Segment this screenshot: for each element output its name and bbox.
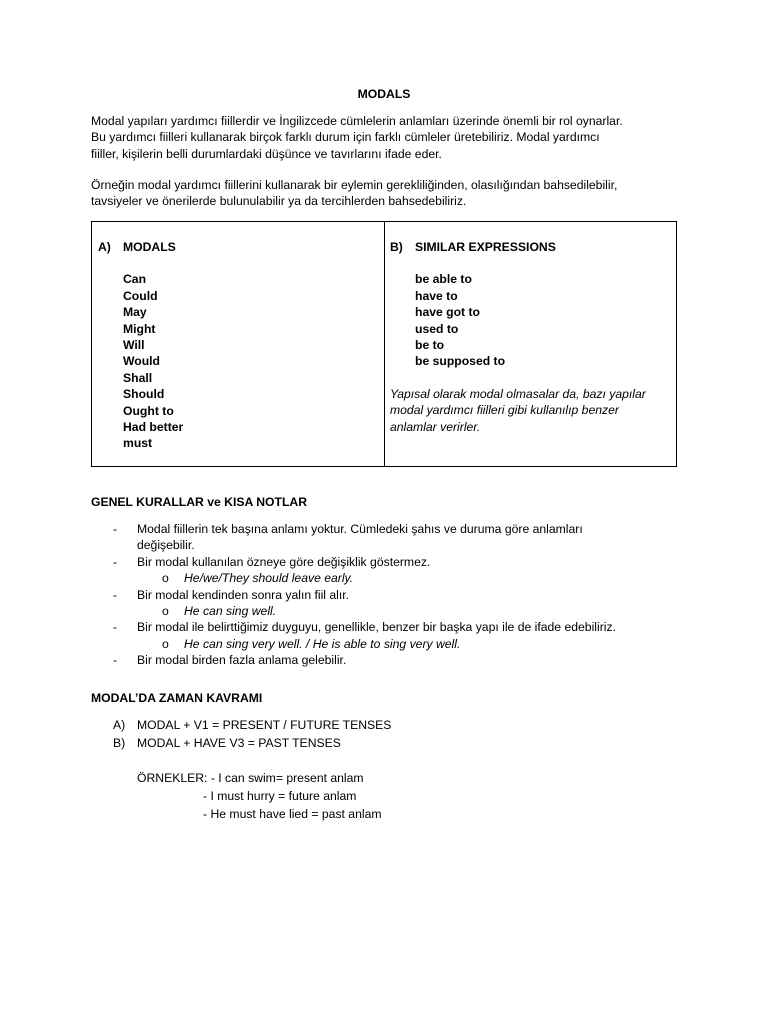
formula-letter: A) (113, 718, 126, 732)
rules-heading: GENEL KURALLAR ve KISA NOTLAR (91, 495, 308, 509)
formula-letter: B) (113, 736, 126, 750)
page-title: MODALS (357, 87, 411, 101)
list-item: be able to (415, 272, 472, 287)
rule-text: değişebilir. (137, 538, 195, 553)
intro-line: fiiller, kişilerin belli durumlardaki düşünce ve tavırlarını ifade eder. (91, 146, 442, 161)
column-heading (98, 239, 378, 255)
rule-text: Bir modal birden fazla anlama gelebilir. (137, 653, 347, 668)
similar-expressions-list (415, 271, 672, 369)
column-title: SIMILAR EXPRESSIONS (415, 240, 556, 254)
example-text: He/we/They should leave early. (184, 571, 354, 586)
list-item: must (123, 436, 153, 451)
list-item: Could (123, 288, 158, 303)
rule-item (91, 521, 711, 554)
dash-bullet: - (113, 522, 118, 536)
dash-bullet: - (113, 554, 118, 569)
dash-bullet: - (113, 653, 118, 668)
circle-bullet: o (162, 604, 169, 619)
note-line: Yapısal olarak modal olmasalar da, bazı yapılar (390, 386, 646, 401)
rule-example (91, 570, 711, 586)
intro-paragraph-2 (91, 177, 691, 210)
example-text: He can sing well. (184, 604, 277, 619)
column-letter: A) (98, 240, 111, 254)
list-item: Might (123, 321, 156, 336)
rules-list (91, 521, 711, 669)
column-letter: B) (390, 240, 403, 254)
formula-list (91, 717, 391, 753)
circle-bullet: o (162, 571, 169, 586)
formula-text: MODAL + V1 = PRESENT / FUTURE TENSES (137, 718, 392, 732)
formula-row (91, 717, 391, 735)
rule-example (91, 636, 711, 652)
rule-item (91, 587, 711, 603)
intro-paragraph-1 (91, 113, 691, 162)
similar-expressions-column (390, 239, 672, 435)
list-item: have to (415, 288, 458, 303)
table-divider (384, 222, 385, 466)
list-item: Will (123, 337, 145, 352)
list-item: Ought to (123, 403, 174, 418)
rule-text: Bir modal kendinden sonra yalın fiil alır. (137, 587, 350, 602)
intro-line: Bu yardımcı fiilleri kullanarak birçok farklı durum için farklı cümleler üretebiliriz. Modal yardımcı (91, 130, 600, 145)
list-item: used to (415, 321, 459, 336)
note-line: anlamlar verirler. (390, 419, 481, 434)
list-item: have got to (415, 305, 481, 320)
rule-text: Bir modal kullanılan özneye göre değişiklik göstermez. (137, 554, 431, 569)
examples-block (137, 770, 382, 824)
list-item: Should (123, 387, 165, 402)
rule-text: Modal fiillerin tek başına anlamı yoktur. Cümledeki şahıs ve duruma göre anlamları (137, 522, 583, 536)
intro-line: Örneğin modal yardımcı fiillerini kullanarak bir eylemin gerekliliğinden, olasılığından bahsedilebilir, (91, 178, 618, 192)
list-item: Can (123, 272, 147, 287)
rule-example (91, 603, 711, 619)
intro-line: Modal yapıları yardımcı fiillerdir ve İngilizcede cümlelerin anlamları üzerinde önemli bir rol oynarlar. (91, 114, 623, 128)
rule-item (91, 619, 711, 635)
modals-list (123, 271, 378, 451)
list-item: be supposed to (415, 354, 506, 369)
list-item: be to (415, 337, 445, 352)
similar-expressions-note (390, 386, 672, 435)
note-line: modal yardımcı fiilleri gibi kullanılıp benzer (390, 403, 619, 418)
dash-bullet: - (113, 587, 118, 602)
example-line: - I must hurry = future anlam (203, 789, 357, 803)
example-line: ÖRNEKLER: - I can swim= present anlam (137, 771, 364, 785)
circle-bullet: o (162, 636, 169, 651)
list-item: Had better (123, 419, 184, 434)
list-item: Shall (123, 370, 153, 385)
list-item: May (123, 305, 147, 320)
rule-text: Bir modal ile belirttiğimiz duyguyu, genellikle, benzer bir başka yapı ile de ifade edebiliriz. (137, 620, 616, 635)
dash-bullet: - (113, 620, 118, 635)
formula-text: MODAL + HAVE V3 = PAST TENSES (137, 736, 341, 750)
formula-row (91, 735, 391, 753)
column-title: MODALS (123, 240, 176, 254)
rule-item (91, 652, 711, 668)
example-line: - He must have lied = past anlam (203, 807, 382, 821)
time-heading: MODAL’DA ZAMAN KAVRAMI (91, 691, 263, 705)
list-item: Would (123, 354, 161, 369)
column-heading (390, 239, 672, 255)
modals-column (98, 239, 378, 452)
rule-item (91, 554, 711, 570)
modals-table (91, 221, 677, 467)
example-text: He can sing very well. / He is able to sing very well. (184, 636, 461, 651)
intro-line: tavsiyeler ve önerilerde bulunulabilir ya da tercihlerden bahsedebiliriz. (91, 194, 467, 209)
